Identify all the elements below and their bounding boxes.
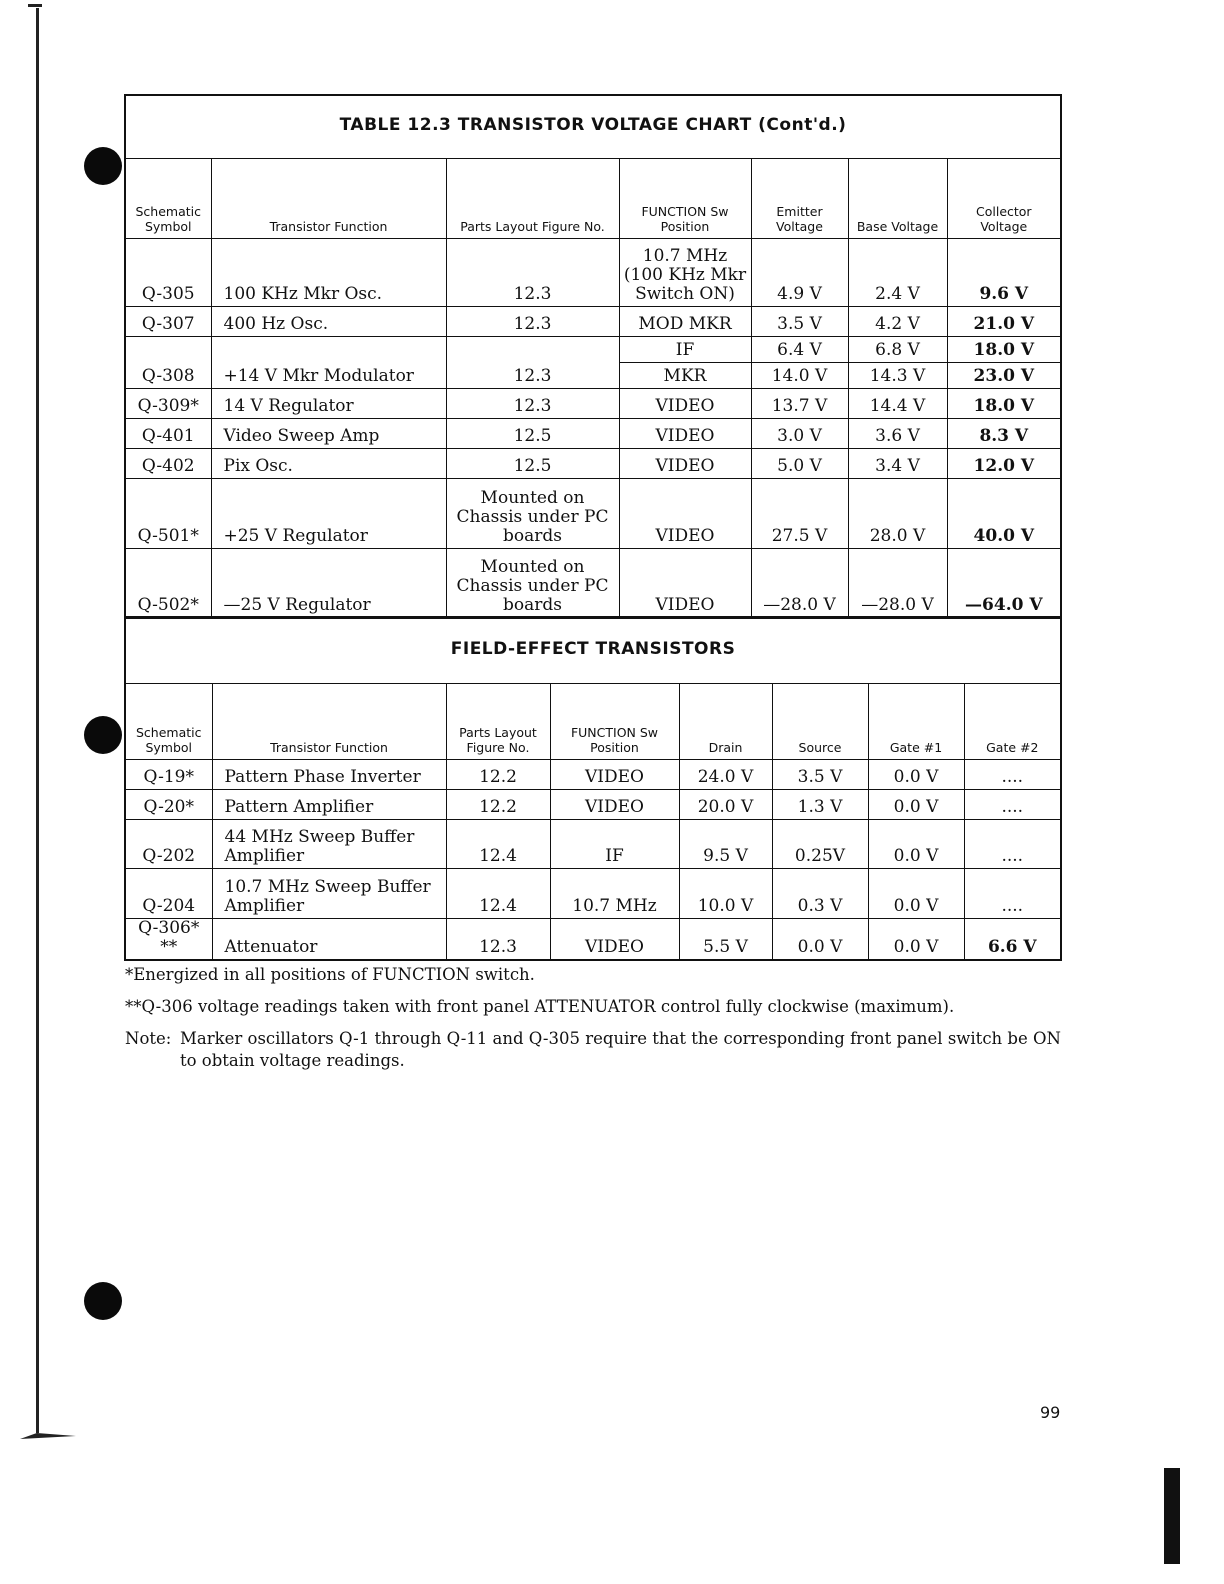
page-number: 99 <box>1040 1403 1061 1422</box>
schematic-symbol: Q-204 <box>125 868 212 918</box>
transistor-function: Pix Osc. <box>211 448 446 478</box>
binder-mark <box>28 4 42 19</box>
drain-voltage: 24.0 V <box>679 759 772 789</box>
function-sw-position: VIDEO <box>550 759 679 789</box>
binder-line <box>36 8 39 1433</box>
source-voltage: 3.5 V <box>772 759 868 789</box>
base-voltage: 4.2 V <box>848 306 947 336</box>
parts-layout-figure: Mounted on Chassis under PC boards <box>446 548 619 618</box>
schematic-symbol: Q-502* <box>125 548 211 618</box>
transistor-function: 100 KHz Mkr Osc. <box>211 238 446 306</box>
transistor-function: —25 V Regulator <box>211 548 446 618</box>
footnote-q306: **Q-306 voltage readings taken with front panel ATTENUATOR control fully clockwise (maximum). <box>125 997 955 1016</box>
transistor-voltage-table <box>124 94 1062 619</box>
source-voltage: 0.0 V <box>772 918 868 960</box>
collector-voltage: 21.0 V <box>947 306 1061 336</box>
column-header: Gate #1 <box>868 683 964 759</box>
emitter-voltage: 14.0 V <box>751 362 848 388</box>
column-header: Schematic Symbol <box>125 683 212 759</box>
base-voltage: 6.8 V <box>848 336 947 362</box>
collector-voltage: 18.0 V <box>947 336 1061 362</box>
schematic-symbol: Q-401 <box>125 418 211 448</box>
source-voltage: 1.3 V <box>772 789 868 819</box>
parts-layout-figure: 12.5 <box>446 448 619 478</box>
collector-voltage: 40.0 V <box>947 478 1061 548</box>
transistor-function: Pattern Phase Inverter <box>212 759 446 789</box>
parts-layout-figure: 12.4 <box>446 868 550 918</box>
schematic-symbol: Q-202 <box>125 819 212 868</box>
collector-voltage: 12.0 V <box>947 448 1061 478</box>
collector-voltage: 9.6 V <box>947 238 1061 306</box>
column-header: Drain <box>679 683 772 759</box>
parts-layout-figure: 12.4 <box>446 819 550 868</box>
table-row <box>125 418 1061 448</box>
note-text: Marker oscillators Q-1 through Q-11 and Q-305 require that the corresponding front panel switch be ON to obtain voltage readings. <box>180 1029 1061 1070</box>
emitter-voltage: 4.9 V <box>751 238 848 306</box>
footnote-energized: *Energized in all positions of FUNCTION switch. <box>125 965 535 984</box>
schematic-symbol: Q-305 <box>125 238 211 306</box>
transistor-function: Video Sweep Amp <box>211 418 446 448</box>
function-sw-position: VIDEO <box>619 478 751 548</box>
drain-voltage: 10.0 V <box>679 868 772 918</box>
schematic-symbol: Q-501* <box>125 478 211 548</box>
gate1-voltage: 0.0 V <box>868 819 964 868</box>
transistor-function: 44 MHz Sweep Buffer Amplifier <box>212 819 446 868</box>
table-row <box>125 388 1061 418</box>
table-row <box>125 759 1061 789</box>
column-header: Parts Layout Figure No. <box>446 158 619 238</box>
function-sw-position: MKR <box>619 362 751 388</box>
schematic-symbol: Q-20* <box>125 789 212 819</box>
transistor-function: 10.7 MHz Sweep Buffer Amplifier <box>212 868 446 918</box>
gate2-voltage: .... <box>964 789 1061 819</box>
table-row <box>125 238 1061 306</box>
note <box>125 1028 1065 1072</box>
base-voltage: 2.4 V <box>848 238 947 306</box>
collector-voltage: 18.0 V <box>947 388 1061 418</box>
notes <box>125 964 1065 1072</box>
schematic-symbol: Q-308 <box>125 336 211 388</box>
transistor-function: 14 V Regulator <box>211 388 446 418</box>
column-header: FUNCTION Sw Position <box>550 683 679 759</box>
table-row <box>125 306 1061 336</box>
parts-layout-figure: 12.3 <box>446 238 619 306</box>
column-header: Base Voltage <box>848 158 947 238</box>
table-row <box>125 918 1061 960</box>
parts-layout-figure: Mounted on Chassis under PC boards <box>446 478 619 548</box>
binder-arrow <box>20 1433 76 1439</box>
table-row <box>125 448 1061 478</box>
emitter-voltage: 27.5 V <box>751 478 848 548</box>
column-header: Emitter Voltage <box>751 158 848 238</box>
base-voltage: 3.6 V <box>848 418 947 448</box>
column-header: Gate #2 <box>964 683 1061 759</box>
edge-tab-mark <box>1164 1468 1180 1564</box>
base-voltage: —28.0 V <box>848 548 947 618</box>
gate1-voltage: 0.0 V <box>868 759 964 789</box>
base-voltage: 28.0 V <box>848 478 947 548</box>
parts-layout-figure: 12.3 <box>446 336 619 388</box>
collector-voltage: 8.3 V <box>947 418 1061 448</box>
base-voltage: 3.4 V <box>848 448 947 478</box>
transistor-function: +14 V Mkr Modulator <box>211 336 446 388</box>
gate1-voltage: 0.0 V <box>868 868 964 918</box>
function-sw-position: IF <box>550 819 679 868</box>
schematic-symbol: Q-402 <box>125 448 211 478</box>
function-sw-position: VIDEO <box>550 789 679 819</box>
header-row <box>125 158 1061 238</box>
note-label: Note: <box>125 1029 172 1048</box>
table-row <box>125 548 1061 618</box>
function-sw-position: 10.7 MHz (100 KHz Mkr Switch ON) <box>619 238 751 306</box>
table-row <box>125 868 1061 918</box>
emitter-voltage: 6.4 V <box>751 336 848 362</box>
schematic-symbol: Q-309* <box>125 388 211 418</box>
function-sw-position: MOD MKR <box>619 306 751 336</box>
parts-layout-figure: 12.3 <box>446 306 619 336</box>
transistor-function: Pattern Amplifier <box>212 789 446 819</box>
parts-layout-figure: 12.2 <box>446 759 550 789</box>
punch-hole <box>84 147 122 185</box>
column-header: Source <box>772 683 868 759</box>
emitter-voltage: 3.5 V <box>751 306 848 336</box>
gate1-voltage: 0.0 V <box>868 789 964 819</box>
column-header: Parts Layout Figure No. <box>446 683 550 759</box>
emitter-voltage: 3.0 V <box>751 418 848 448</box>
source-voltage: 0.25V <box>772 819 868 868</box>
function-sw-position: VIDEO <box>619 388 751 418</box>
table-title: TABLE 12.3 TRANSISTOR VOLTAGE CHART (Cont'd.) <box>125 95 1061 158</box>
function-sw-position: VIDEO <box>619 448 751 478</box>
parts-layout-figure: 12.5 <box>446 418 619 448</box>
gate1-voltage: 0.0 V <box>868 918 964 960</box>
gate2-voltage: .... <box>964 759 1061 789</box>
drain-voltage: 5.5 V <box>679 918 772 960</box>
column-header: FUNCTION Sw Position <box>619 158 751 238</box>
function-sw-position: 10.7 MHz <box>550 868 679 918</box>
parts-layout-figure: 12.3 <box>446 918 550 960</box>
base-voltage: 14.4 V <box>848 388 947 418</box>
function-sw-position: VIDEO <box>619 418 751 448</box>
table-row <box>125 336 1061 362</box>
gate2-voltage: .... <box>964 819 1061 868</box>
column-header: Transistor Function <box>211 158 446 238</box>
column-header: Collector Voltage <box>947 158 1061 238</box>
table-row <box>125 819 1061 868</box>
transistor-function: Attenuator <box>212 918 446 960</box>
collector-voltage: —64.0 V <box>947 548 1061 618</box>
fet-section-title: FIELD-EFFECT TRANSISTORS <box>125 617 1061 683</box>
transistor-function: +25 V Regulator <box>211 478 446 548</box>
transistor-function: 400 Hz Osc. <box>211 306 446 336</box>
schematic-symbol: Q-307 <box>125 306 211 336</box>
table-row <box>125 789 1061 819</box>
punch-hole <box>84 716 122 754</box>
gate2-voltage: 6.6 V <box>964 918 1061 960</box>
parts-layout-figure: 12.3 <box>446 388 619 418</box>
collector-voltage: 23.0 V <box>947 362 1061 388</box>
drain-voltage: 20.0 V <box>679 789 772 819</box>
parts-layout-figure: 12.2 <box>446 789 550 819</box>
header-row <box>125 683 1061 759</box>
function-sw-position: VIDEO <box>550 918 679 960</box>
function-sw-position: IF <box>619 336 751 362</box>
base-voltage: 14.3 V <box>848 362 947 388</box>
emitter-voltage: —28.0 V <box>751 548 848 618</box>
gate2-voltage: .... <box>964 868 1061 918</box>
source-voltage: 0.3 V <box>772 868 868 918</box>
schematic-symbol: Q-19* <box>125 759 212 789</box>
punch-hole <box>84 1282 122 1320</box>
emitter-voltage: 13.7 V <box>751 388 848 418</box>
function-sw-position: VIDEO <box>619 548 751 618</box>
fet-voltage-table <box>124 616 1062 961</box>
drain-voltage: 9.5 V <box>679 819 772 868</box>
emitter-voltage: 5.0 V <box>751 448 848 478</box>
column-header: Transistor Function <box>212 683 446 759</box>
table-row <box>125 478 1061 548</box>
column-header: Schematic Symbol <box>125 158 211 238</box>
schematic-symbol: Q-306* ** <box>125 918 212 960</box>
